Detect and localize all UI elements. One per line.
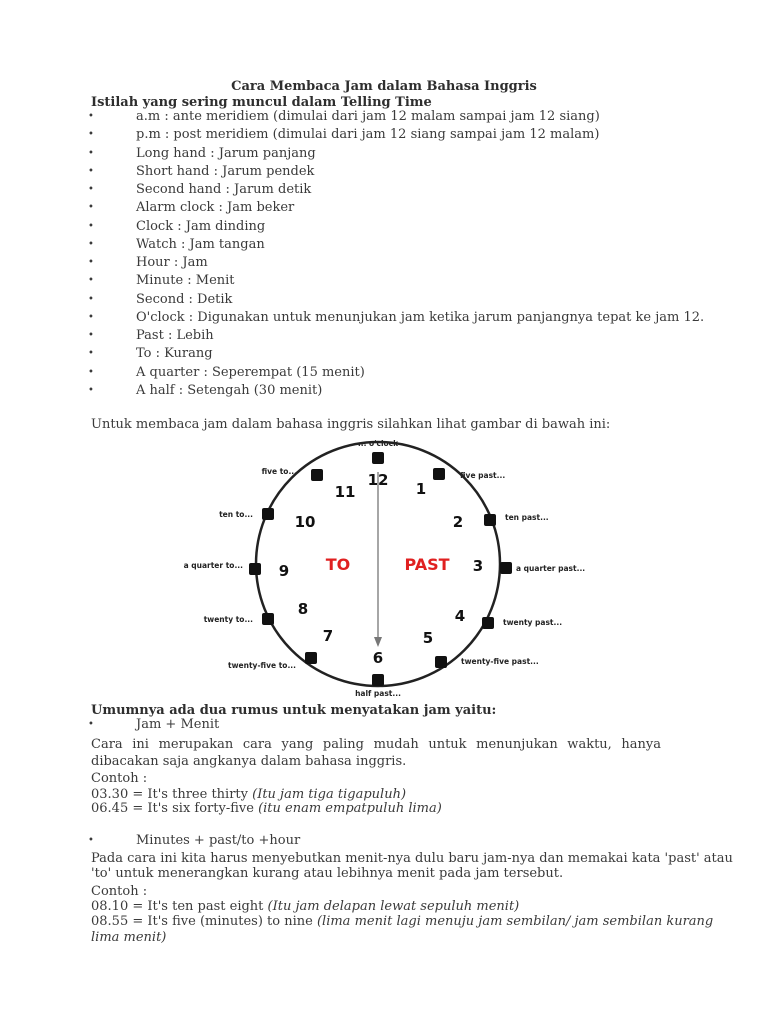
list-item [88,833,301,848]
clock-number: 10 [294,513,316,531]
clock-label-left: ten to... [219,510,253,519]
clock-number: 5 [422,629,434,647]
clock-number: 1 [415,480,427,498]
bullet-icon: • [88,293,94,305]
clock-number: 8 [297,600,309,618]
glossary-term: A half : Setengah (30 menit) [136,382,323,398]
clock-number: 9 [278,562,290,580]
clock-label-left: five to... [261,467,297,476]
glossary-term: a.m : ante meridiem (dimulai dari jam 12 malam sampai jam 12 siang) [136,109,600,124]
clock-marker [484,514,496,526]
clock-number: 11 [334,483,356,501]
clock-marker [500,562,512,574]
clock-label-right: a quarter past... [516,564,586,573]
glossary-term: O'clock : Digunakan untuk menunjukan jam ketika jarum panjangnya tepat ke jam 12. [136,309,705,325]
clock-label-right: twenty-five past... [461,657,539,666]
clock-diagram [170,438,600,700]
glossary-term: Hour : Jam [136,255,208,270]
glossary-term: Short hand : Jarum pendek [136,163,315,179]
bullet-icon: • [88,311,94,323]
glossary-term: Second : Detik [136,291,233,307]
bullet-icon: • [88,165,94,177]
glossary-heading: Istilah yang sering muncul dalam Telling Time [91,95,432,110]
clock-number: 3 [472,557,484,575]
bullet-icon: • [88,384,94,396]
clock-label-right: ten past... [505,513,549,522]
bullet-icon: • [88,129,94,141]
bullet-icon: • [88,238,94,250]
example-main: 06.45 = It's six forty-five [91,801,259,816]
clock-label-right: five past... [460,471,506,480]
example-line [91,800,442,817]
glossary-term: Past : Lebih [136,328,214,343]
bullet-icon: • [88,719,94,730]
bullet-icon: • [88,147,94,159]
bullet-icon: • [88,348,94,360]
clock-number: 12 [367,471,389,489]
list-item [88,717,220,732]
glossary-term: A quarter : Seperempat (15 menit) [136,364,365,380]
clock-marker [372,452,384,464]
bullet-icon: • [88,220,94,232]
clock-marker [305,652,317,664]
formula-2-description-line: Pada cara ini kita harus menyebutkan menit-nya dulu baru jam-nya dan memakai kata 'past' atau [91,851,733,866]
example-line [91,913,713,930]
clock-number: 4 [454,607,466,625]
clock-marker [482,617,494,629]
example-main: 03.30 = It's three thirty [91,787,253,802]
clock-label-left: twenty to... [203,615,253,624]
glossary-term: p.m : post meridiem (dimulai dari jam 12 siang sampai jam 12 malam) [136,127,600,143]
glossary-term: Long hand : Jarum panjang [136,145,316,161]
formula-1: Jam + Menit [136,717,220,732]
glossary-term: To : Kurang [136,346,213,362]
example-translation: (lima menit lagi menuju jam sembilan/ jam sembilan kurang [316,914,714,929]
glossary-term: Watch : Jam tangan [136,236,265,252]
bullet-icon: • [88,111,94,122]
glossary-term: Alarm clock : Jam beker [136,200,295,216]
bullet-icon: • [88,184,94,195]
clock-number: 2 [452,513,464,531]
clock-label-left: twenty-five to... [228,661,296,670]
arrow-head-icon [374,637,382,647]
clock-marker [435,656,447,668]
clock-marker [372,674,384,686]
example-main: 08.55 = It's five (minutes) to nine [91,914,317,929]
formula-2: Minutes + past/to +hour [136,833,301,848]
clock-label-top: ... o'clock [357,439,399,448]
bullet-icon: • [88,257,94,268]
clock-label-left: a quarter to... [183,561,243,570]
clock-marker [311,469,323,481]
clock-marker [262,508,274,520]
formula-2-description-line: 'to' untuk menerangkan kurang atau lebihnya menit pada jam tersebut. [91,866,564,881]
clock-label-right: twenty past... [503,618,563,627]
bullet-icon: • [88,330,94,341]
clock-number: 7 [322,627,334,645]
glossary-term: Clock : Jam dinding [136,218,266,234]
clock-marker [249,563,261,575]
clock-marker [262,613,274,625]
past-label: PAST [404,555,450,574]
page-title: Cara Membaca Jam dalam Bahasa Inggris [231,79,537,94]
example-translation-continued: lima menit) [91,930,167,945]
bullet-icon: • [88,835,94,846]
clock-number: 6 [372,649,384,667]
bullet-icon: • [88,202,94,214]
example-translation: (Itu jam delapan lewat sepuluh menit) [267,899,520,914]
bullet-icon: • [88,366,94,378]
to-label: TO [325,555,351,574]
example-translation: (Itu jam tiga tigapuluh) [252,787,407,802]
example-label: Contoh : [91,884,148,899]
glossary-term: Second hand : Jarum detik [136,182,312,197]
clock-marker [433,468,445,480]
formula-1-description: Cara ini merupakan cara yang paling mudah untuk menunjukan waktu, hanya dibacakan saja angkanya dalam bahasa inggris. [91,737,661,769]
example-label: Contoh : [91,771,148,786]
bullet-icon: • [88,275,94,287]
glossary-term: Minute : Menit [136,273,235,289]
clock-label-bottom: half past... [355,689,401,698]
clock-intro-text: Untuk membaca jam dalam bahasa inggris silahkan lihat gambar di bawah ini: [91,417,611,432]
example-translation: (itu enam empatpuluh lima) [258,801,442,816]
example-main: 08.10 = It's ten past eight [91,899,268,914]
formulas-heading: Umumnya ada dua rumus untuk menyatakan jam yaitu: [91,703,497,718]
